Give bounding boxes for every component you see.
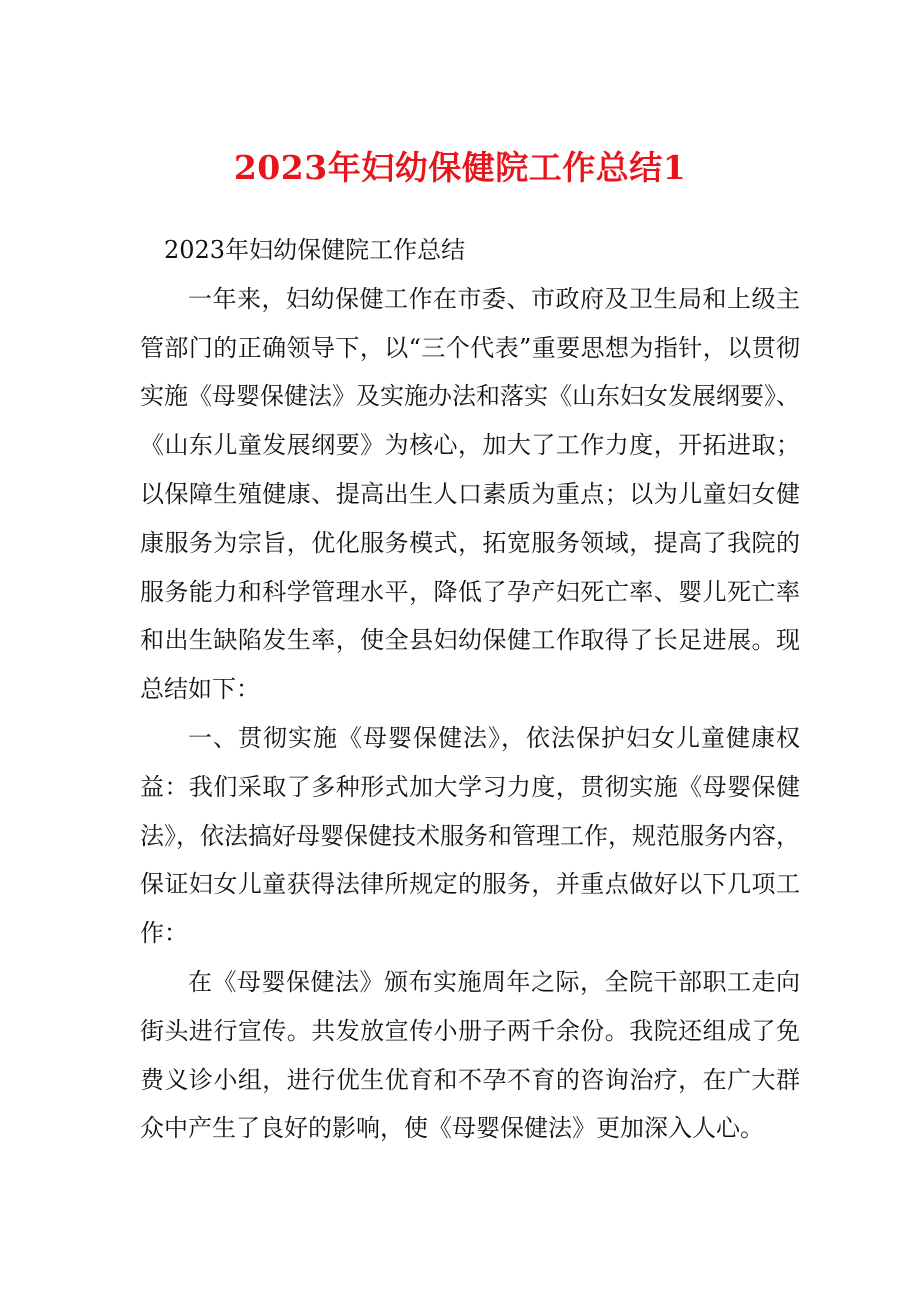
document-subtitle: 2023年妇幼保健院工作总结 (164, 236, 466, 264)
paragraph-intro: 一年来，妇幼保健工作在市委、市政府及卫生局和上级主管部门的正确领导下，以“三个代表”重要思想为指针，以贯彻实施《母婴保健法》及实施办法和落实《山东妇女发展纲要》、《山东儿童发展纲要》为核心，加大了工作力度，开拓进取；以保障生殖健康、提高出生人口素质为重点；以为儿童妇女健康服务为宗旨，优化服务模式，拓宽服务领域，提高了我院的服务能力和科学管理水平，降低了孕产妇死亡率、婴儿死亡率和出生缺陷发生率，使全县妇幼保健工作取得了长足进展。现总结如下： (140, 284, 800, 704)
paragraph-publicity: 在《母婴保健法》颁布实施周年之际，全院干部职工走向街头进行宣传。共发放宣传小册子两千余份。我院还组成了免费义诊小组，进行优生优育和不孕不育的咨询治疗，在广大群众中产生了良好的影响，使《母婴保健法》更加深入人心。 (140, 967, 800, 1143)
document-title: 2023年妇幼保健院工作总结1 (233, 148, 687, 187)
document-body (140, 226, 800, 1153)
paragraph-section-one: 一、贯彻实施《母婴保健法》，依法保护妇女儿童健康权益：我们采取了多种形式加大学习力度，贯彻实施《母婴保健法》，依法搞好母婴保健技术服务和管理工作，规范服务内容，保证妇女儿童获得法律所规定的服务，并重点做好以下几项工作： (140, 723, 800, 948)
